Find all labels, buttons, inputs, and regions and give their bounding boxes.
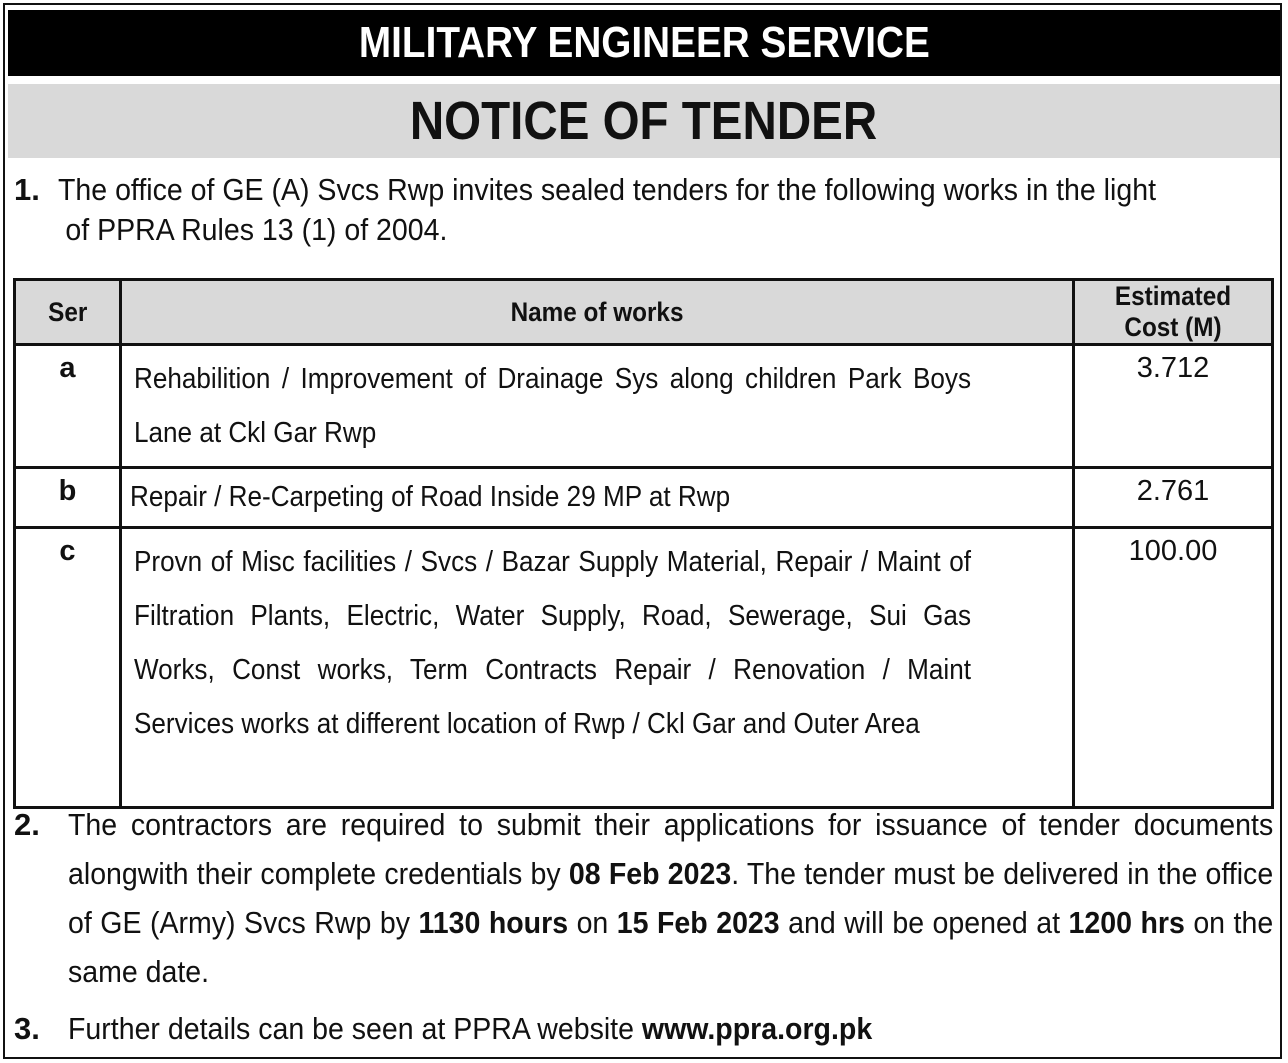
paragraph-3-number: 3. [14,1011,40,1046]
row-ser: b [15,468,121,528]
row-name: Rehabilition / Improvement of Drainage Sys along children Park Boys Lane at Ckl Gar Rwp [134,363,971,449]
works-table [13,278,1274,809]
table-row [15,468,1273,528]
paragraph-2-number: 2. [14,807,40,842]
submission-time: 1130 hours [418,905,569,940]
row-cost: 3.712 [1074,345,1273,468]
paragraph-3 [14,1004,1272,1054]
header-estimated-cost: Estimated Cost (M) [1074,280,1273,345]
row-ser: a [15,345,121,468]
organization-banner [8,10,1280,76]
row-ser: c [15,528,121,808]
organization-name: MILITARY ENGINEER SERVICE [358,18,930,67]
row-cost: 100.00 [1074,528,1273,808]
title-banner [8,84,1280,158]
opening-time: 1200 hrs [1068,905,1185,940]
submission-date: 15 Feb 2023 [616,905,780,940]
header-ser: Ser [15,280,121,345]
table-row [15,528,1273,808]
row-name: Repair / Re-Carpeting of Road Inside 29 MP at Rwp [130,481,731,513]
paragraph-1-number: 1. [14,172,40,207]
paragraph-1 [14,170,1272,250]
table-row [15,345,1273,468]
paragraph-1-line-1: The office of GE (A) Svcs Rwp invites sealed tenders for the following works in the light [58,172,1157,207]
paragraph-1-text [58,170,1272,250]
notice-title: NOTICE OF TENDER [410,91,878,151]
ppra-website-link[interactable]: www.ppra.org.pk [641,1011,873,1046]
paragraph-2 [14,800,1272,996]
paragraph-2-text: The contractors are required to submit their applications for issuance of tender documents alongwith their complete credentials by 08 Feb 2023. The tender must be delivered in the office of GE (Army) Svcs Rwp by 1130 hours on 15 Feb 2023 and will be opened at 1200 hrs on the same date. [68,807,1274,989]
paragraph-3-text: Further details can be seen at PPRA website www.ppra.org.pk [68,1011,873,1046]
table-header-row [15,280,1273,345]
row-cost: 2.761 [1074,468,1273,528]
application-deadline: 08 Feb 2023 [568,856,732,891]
paragraph-1-line-2: of PPRA Rules 13 (1) of 2004. [65,212,448,247]
header-name-of-works: Name of works [121,280,1074,345]
row-name: Provn of Misc facilities / Svcs / Bazar Supply Material, Repair / Maint of Filtration Plants, Electric, Water Supply, Road, Sewerage, Sui Gas Works, Const works, Term Contracts Repair / Renovation / Maint Services works at different location of Rwp / Ckl Gar and Outer Area [134,546,971,740]
